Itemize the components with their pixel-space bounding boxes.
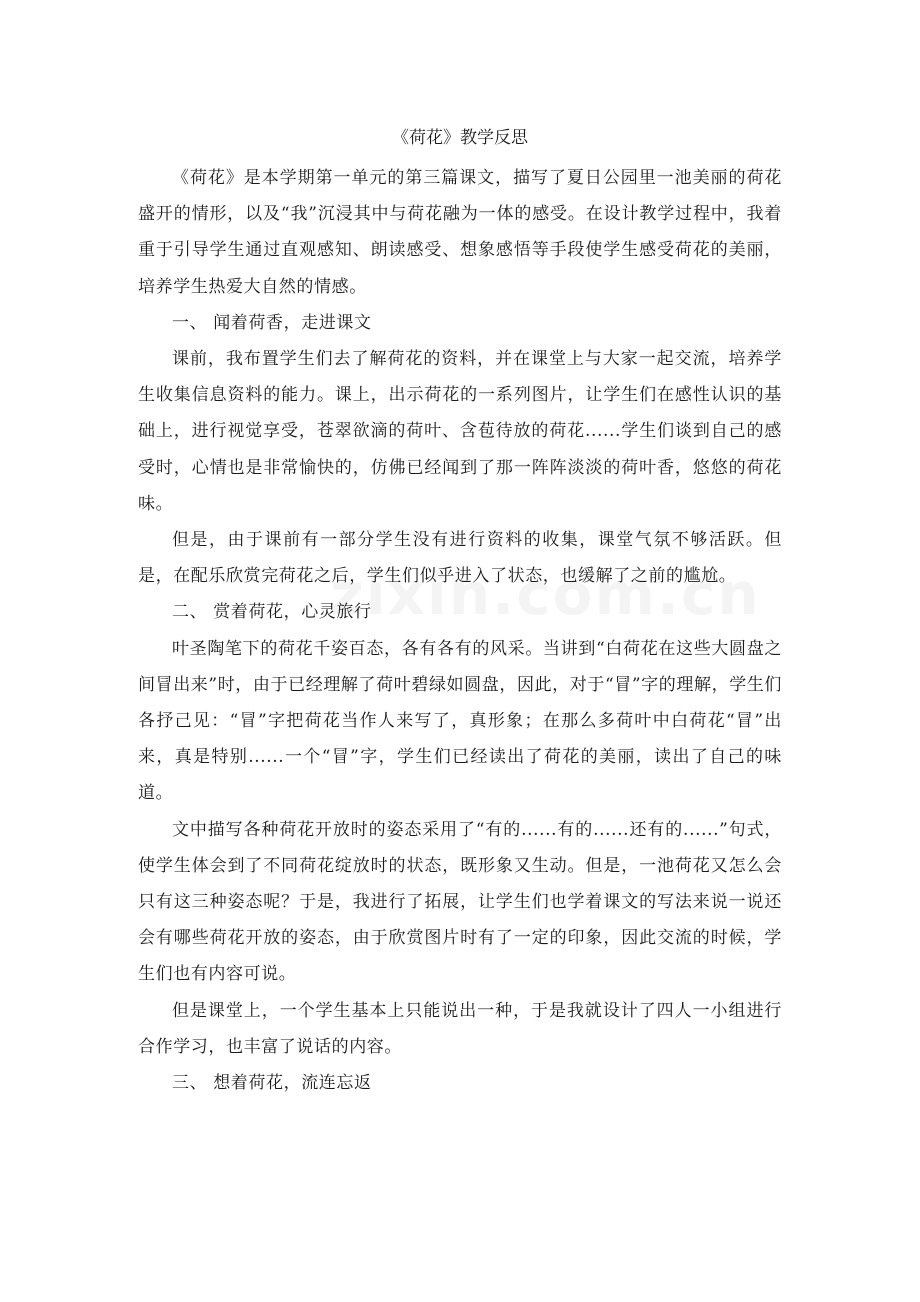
section-heading-1: 一、 闻着荷香，走进课文 xyxy=(172,312,372,333)
paragraph-intro: 《荷花》是本学期第一单元的第三篇课文，描写了夏日公园里一池美丽的荷花盛开的情形，以及“我”沉浸其中与荷花融为一体的感受。在设计教学过程中，我着重于引导学生通过直观感知、朗读感受、想象感悟等手段使学生感受荷花的美丽，培养学生热爱大自然的情感。 xyxy=(138,168,782,297)
paragraph-5: 但是课堂上，一个学生基本上只能说出一种，于是我就设计了四人一小组进行合作学习，也丰富了说话的内容。 xyxy=(138,1000,782,1057)
section-heading-2: 二、 赏着荷花，心灵旅行 xyxy=(172,602,372,623)
paragraph-4: 文中描写各种荷花开放时的姿态采用了“有的......有的......还有的......”句式，使学生体会到了不同荷花绽放时的状态，既形象又生动。但是，一池荷花又怎么会只有这三种姿态呢？于是，我进行了拓展，让学生们也学着课文的写法来说一说还会有哪些荷花开放的姿态，由于欣赏图片时有了一定的印象，因此交流的时候，学生们也有内容可说。 xyxy=(138,819,782,985)
paragraph-2: 但是，由于课前有一部分学生没有进行资料的收集，课堂气氛不够活跃。但是，在配乐欣赏完荷花之后，学生们似乎进入了状态，也缓解了之前的尴尬。 xyxy=(138,530,782,587)
section-heading-3: 三、 想着荷花，流连忘返 xyxy=(172,1073,372,1094)
paragraph-3: 叶圣陶笔下的荷花千姿百态，各有各有的风采。当讲到“白荷花在这些大圆盘之间冒出来”时，由于已经理解了荷叶碧绿如圆盘，因此，对于“冒”字的理解，学生们各抒己见：“冒”字把荷花当作人来写了，真形象；在那么多荷叶中白荷花“冒”出来，真是特别......一个“冒”字，学生们已经读出了荷花的美丽，读出了自己的味道。 xyxy=(138,638,782,804)
paragraph-1: 课前，我布置学生们去了解荷花的资料，并在课堂上与大家一起交流，培养学生收集信息资料的能力。课上，出示荷花的一系列图片，让学生们在感性认识的基础上，进行视觉享受，苍翠欲滴的荷叶、含苞待放的荷花......学生们谈到自己的感受时，心情也是非常愉快的，仿佛已经闻到了那一阵阵淡淡的荷叶香，悠悠的荷花味。 xyxy=(138,349,782,514)
document-page xyxy=(138,118,782,1101)
document-title: 《荷花》教学反思 xyxy=(392,128,528,148)
